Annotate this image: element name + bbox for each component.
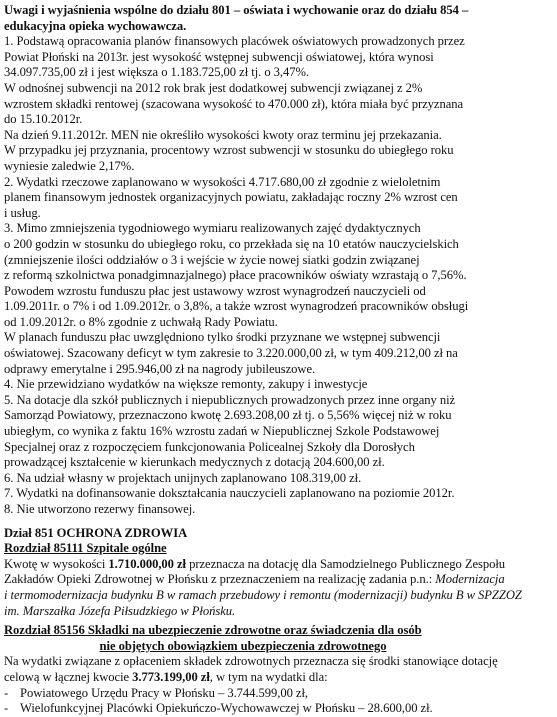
text-span: celową w łącznej kwocie [4,669,133,684]
dzial-851-title: Dział 851 OCHRONA ZDROWIA [4,525,188,540]
rozdzial-85111-title: Rozdział 85111 Szpitale ogólne [4,541,167,556]
paragraph-line: W planach funduszu płac uwzględniono tylko środki przyznane we wstępnej subwencji [4,330,441,345]
paragraph-line: wzrostem składki rentowej (szacowana wysokość to 470.000 zł), która miała być przyznana [4,96,464,111]
paragraph-line: 2. Wydatki rzeczowe zaplanowano w wysokości 4.717.680,00 zł zgodnie z wieloletnim [4,174,441,189]
paragraph-line: od 1.09.2012r. o 8% zgodnie z uchwałą Rady Powiatu. [4,314,278,329]
text-span: , w tym na wydatki dla: [209,669,328,684]
paragraph-line: z reformą szkolnictwa ponadgimnazjalnego) płace pracowników oświaty wzrastają o 7,56%. [4,268,467,283]
paragraph-line: 8. Nie utworzono rezerwy finansowej. [4,502,196,516]
rozdzial-85111-line-4: im. Marszałka Józefa Piłsudzkiego w Płońsku. [4,603,236,618]
section-heading-line-2: edukacyjna opieka wychowawcza. [4,18,187,33]
rozdzial-85156-line-2 [4,670,552,686]
rozdzial-85111-line-1 [4,557,552,573]
paragraph-line: Samorząd Powiatowy, przeznaczono kwotę 2.693.208,00 zł tj. o 5,56% więcej niż w roku [4,408,452,423]
rozdzial-85156-title-2: nie objętych obowiązkiem ubezpieczenia zdrowotnego [99,638,387,653]
paragraph-line: prowadzącej kształcenie w kierunkach medycznych z dotacją 204.600,00 zł. [4,455,385,470]
paragraph-line: Specjalnej oraz z rozpoczęciem funkcjonowania Policealnej Szkoły dla Dorosłych [4,439,415,454]
paragraph-line: 34.097.735,00 zł i jest większa o 1.183.725,00 zł tj. o 3,47%. [4,65,310,80]
paragraph-line: ubiegłym, co wynika z faktu 16% wzrostu zadań w Niepublicznej Szkole Podstawowej [4,424,440,439]
list-item [4,701,552,717]
paragraph-line: Powodem wzrostu funduszu płac jest ustawowy wzrost wynagrodzeń nauczycieli od [4,283,426,298]
paragraph-line: i usług. [4,205,41,220]
paragraph-line: W odnośnej subwencji na 2012 rok brak jest dodatkowej subwencji związanej z 2% [4,80,423,95]
dash-marker: - [4,701,9,716]
paragraph-line: 1.09.2011r. o 7% i od 1.09.2012r. o 3,8%, a także wzrost wynagrodzeń pracowników obsługi [4,299,469,314]
paragraph-line: 3. Mimo zmniejszenia tygodniowego wymiaru realizowanych zajęć dydaktycznych [4,221,421,236]
paragraph-line: Na dzień 9.11.2012r. MEN nie określiło wysokości kwoty oraz terminu jej przekazania. [4,127,442,142]
rozdzial-85111-line-2 [4,572,552,588]
list-item-text: Powiatowego Urzędu Pracy w Płońsku – 3.744.599,00 zł, [20,685,309,700]
paragraph-line: 4. Nie przewidziano wydatków na większe remonty, zakupy i inwestycje [4,377,368,392]
amount-bold: 1.710.000,00 zł [108,556,186,571]
amount-bold: 3.773.199,00 zł [132,669,210,684]
rozdzial-85156-title-1: Rozdział 85156 Składki na ubezpieczenie zdrowotne oraz świadczenia dla osób [4,623,422,638]
paragraph-line: oświatowej. Szacowany deficyt w tym zakresie to 3.220.000,00 zł, w tym 409.212,00 zł na [4,346,458,361]
paragraph-line: 7. Wydatki na dofinansowanie dokształcania nauczycieli zaplanowano na poziomie 2012r. [4,486,455,501]
paragraph-line: odprawy emerytalne i 295.946,00 zł na nagrody jubileuszowe. [4,361,316,376]
document-page [4,3,552,717]
rozdzial-85111-line-3: i termomodernizacja budynku B w ramach przebudowy i remontu (modernizacji) budynku B w SPZZOZ [4,587,522,602]
dash-marker: - [4,685,9,700]
paragraph-line: do 15.10.2012r. [4,112,83,127]
paragraph-line: 6. Na udział własny w projektach unijnych zaplanowano 108.319,00 zł. [4,470,362,485]
paragraph-line: W przypadku jej przyznania, procentowy wzrost subwencji w stosunku do ubiegłego roku [4,143,454,158]
list-item [4,686,552,702]
list-item-text: Wielofunkcyjnej Placówki Opiekuńczo-Wychowawczej w Płońsku – 28.600,00 zł. [20,701,433,716]
paragraph-line: planem finansowym jednostek organizacyjnych powiatu, zakładając roczny 2% wzrost cen [4,190,458,205]
text-span: Kwotę w wysokości [4,556,109,571]
text-span: Zakładów Opieki Zdrowotnej w Płońsku z przeznaczeniem na realizację zadania p.n.: [4,572,436,587]
rozdzial-85156-line-1: Na wydatki związane z opłaceniem składek zdrowotnych przeznacza się środki stanowiące dotację [4,654,498,669]
paragraph-line: 1. Podstawą opracowania planów finansowych placówek oświatowych prowadzonych przez [4,34,465,49]
paragraph-line: wyniesie zaledwie 2,17%. [4,158,135,173]
text-span: przeznacza na dotację dla Samodzielnego Publicznego Zespołu [186,556,506,571]
paragraph-line: 5. Na dotacje dla szkół publicznych i niepublicznych prowadzonych przez inne organy niż [4,392,456,407]
paragraph-line: (zmniejszenie ilości oddziałów o 3 i wejście w życie nowej siatki godzin związanej [4,252,420,267]
paragraph-line: Powiat Płoński na 2013r. jest wysokość wstępnej subwencji oświatowej, która wynosi [4,49,434,64]
section-heading-line-1: Uwagi i wyjaśnienia wspólne do działu 801 – oświata i wychowanie oraz do działu 854 – [4,3,469,17]
paragraph-line: o 200 godzin w stosunku do ubiegłego roku, co przekłada się na 10 etatów nauczycielskich [4,236,459,251]
italic-span: Modernizacja [435,572,505,587]
